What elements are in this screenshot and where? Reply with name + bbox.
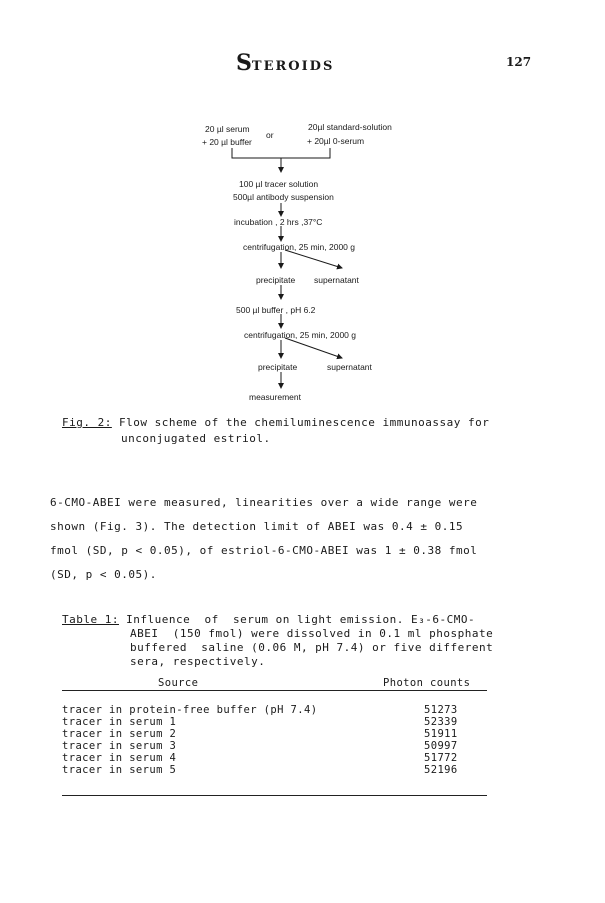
journal-rest: TEROIDS [251, 59, 335, 74]
body-line-2: shown (Fig. 3). The detection limit of ABEI was 0.4 ± 0.15 [50, 520, 464, 533]
figure-caption-line2: unconjugated estriol. [121, 432, 271, 445]
flow-precipitate-1: precipitate [256, 275, 296, 285]
table-bottom-rule [62, 795, 487, 796]
table-row-counts: 51772 [424, 752, 458, 764]
table-caption-line4: sera, respectively. [130, 655, 266, 668]
table-row-source: tracer in serum 4 [62, 752, 177, 764]
flow-right-zero-serum: + 20µl 0-serum [307, 136, 365, 146]
flow-left-buffer: + 20 µl buffer [202, 137, 252, 147]
flow-antibody: 500µl antibody suspension [233, 192, 334, 202]
body-line-3: fmol (SD, p < 0.05), of estriol-6-CMO-ABEI was 1 ± 0.38 fmol [50, 544, 478, 557]
arrow-to-supernatant2 [285, 338, 342, 358]
arrow-to-supernatant1 [285, 250, 342, 268]
table-label: Table 1: [62, 613, 119, 626]
table-caption-line3: buffered saline (0.06 M, pH 7.4) or five different [130, 641, 494, 654]
table-caption [62, 613, 475, 627]
figure-label: Fig. 2: [62, 416, 112, 429]
table-row-counts: 50997 [424, 740, 458, 752]
table-caption-line1: Influence of serum on light emission. E₃-6-CMO- [118, 613, 476, 626]
flow-buffer: 500 µl buffer , pH 6.2 [236, 305, 316, 315]
flow-supernatant-2: supernatant [327, 362, 372, 372]
figure-caption [62, 415, 489, 431]
flow-centrifugation-2: centrifugation, 25 min, 2000 g [244, 330, 356, 340]
flow-supernatant-1: supernatant [314, 275, 359, 285]
table-row-source: tracer in protein-free buffer (pH 7.4) [62, 704, 318, 716]
table-row-counts: 52196 [424, 764, 458, 776]
flow-left-serum: 20 µl serum [205, 124, 250, 134]
body-line-4: (SD, p < 0.05). [50, 568, 157, 581]
table-header-counts: Photon counts [383, 677, 471, 689]
flow-tracer: 100 µl tracer solution [239, 179, 319, 189]
flow-centrifugation-1: centrifugation, 25 min, 2000 g [243, 242, 355, 252]
journal-initial: S [236, 50, 252, 76]
table-row-source: tracer in serum 1 [62, 716, 177, 728]
table-row-counts: 51273 [424, 704, 458, 716]
table-row-source: tracer in serum 2 [62, 728, 177, 740]
flow-incubation: incubation , 2 hrs ,37°C [234, 217, 323, 227]
flow-precipitate-2: precipitate [258, 362, 298, 372]
table-top-rule [62, 690, 487, 691]
flow-measurement: measurement [249, 392, 301, 402]
figure-caption-line1: Flow scheme of the chemiluminescence immunoassay for [111, 416, 490, 429]
table-header-source: Source [158, 677, 199, 689]
flow-or: or [266, 130, 274, 140]
page-number: 127 [506, 55, 532, 69]
table-row-counts: 51911 [424, 728, 458, 740]
join-bracket [232, 148, 330, 158]
table-row-counts: 52339 [424, 716, 458, 728]
body-line-1: 6-CMO-ABEI were measured, linearities over a wide range were [50, 496, 478, 509]
flow-right-standard: 20µl standard-solution [308, 122, 392, 132]
table-row-source: tracer in serum 3 [62, 740, 177, 752]
table-caption-line2: ABEI (150 fmol) were dissolved in 0.1 ml phosphate [130, 627, 494, 640]
table-row-source: tracer in serum 5 [62, 764, 177, 776]
